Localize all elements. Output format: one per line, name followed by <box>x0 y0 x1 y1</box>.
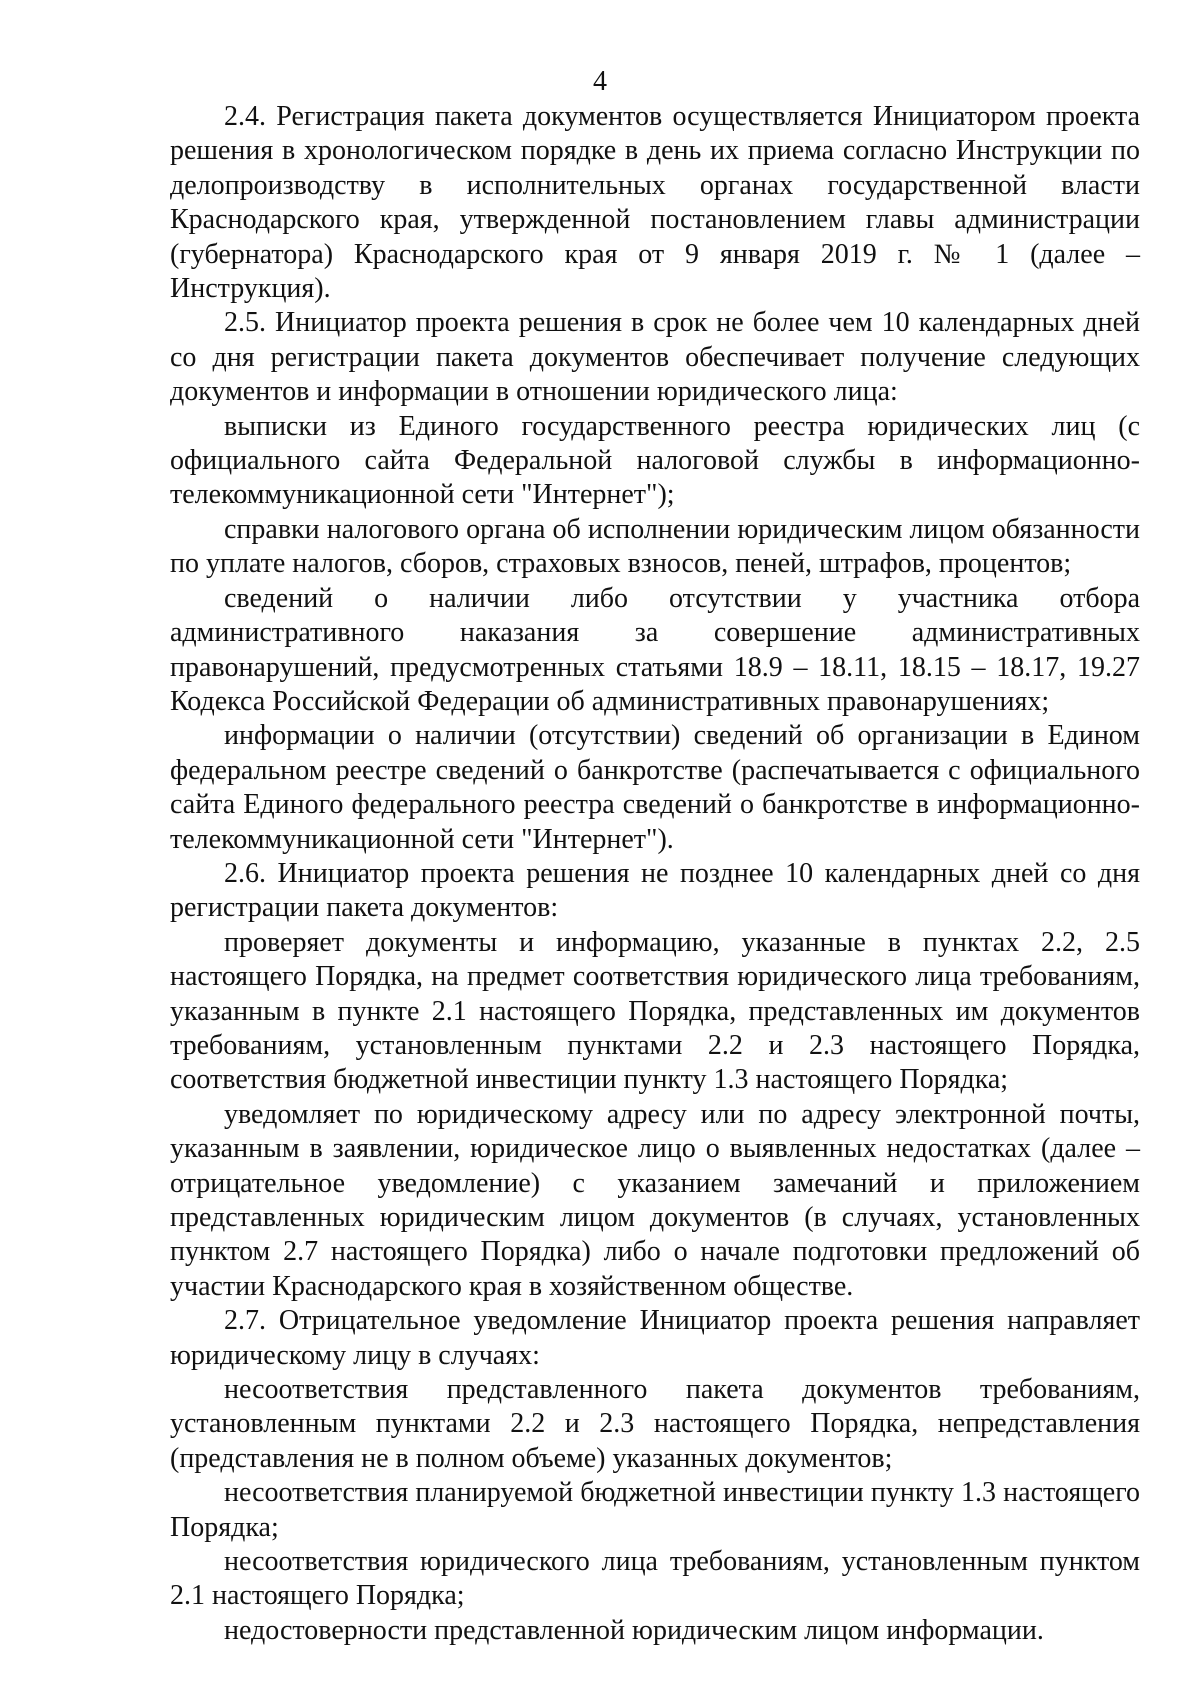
paragraph-2-4: 2.4. Регистрация пакета документов осуществляется Инициатором проекта решения в хронологическом порядке в день их приема согласно Инструкции по делопроизводству в исполнительных органах государственной власти Краснодарского края, утвержденной постановлением главы администрации (губернатора) Краснодарского края от 9 января 2019 г. № 1 (далее – Инструкция). <box>170 101 1140 305</box>
document-body <box>170 100 1140 1648</box>
paragraph-2-5: 2.5. Инициатор проекта решения в срок не более чем 10 календарных дней со дня регистрации пакета документов обеспечивает получение следующих документов и информации в отношении юридического лица: <box>170 307 1140 408</box>
list-item-notifies: уведомляет по юридическому адресу или по адресу электронной почты, указанным в заявлении, юридическое лицо о выявленных недостатках (далее – отрицательное уведомление) с указанием замечаний и приложением представленных юридическим лицом документов (в случаях, установленных пунктом 2.7 настоящего Порядка) либо о начале подготовки предложений об участии Краснодарского края в хозяйственном обществе. <box>170 1098 1140 1302</box>
list-item-administrative-penalty: сведений о наличии либо отсутствии у участника отбора административного наказания за совершение административных правонарушений, предусмотренных статьями 18.9 – 18.11, 18.15 – 18.17, 19.27 Кодекса Российской Федерации об административных правонарушениях; <box>170 582 1140 717</box>
list-item-unreliable-info: недостоверности представленной юридическим лицом информации. <box>224 1614 1044 1646</box>
list-item-egrul-extract: выписки из Единого государственного реестра юридических лиц (с официального сайта Федеральной налоговой службы в информационно-телекоммуникационной сети "Интернет"); <box>170 410 1140 511</box>
list-item-package-mismatch: несоответствия представленного пакета документов требованиям, установленным пунктами 2.2 и 2.3 настоящего Порядка, непредставления (представления не в полном объеме) указанных документов; <box>170 1374 1140 1474</box>
list-item-bankruptcy-registry: информации о наличии (отсутствии) сведений об организации в Едином федеральном реестре сведений о банкротстве (распечатывается с официального сайта Единого федерального реестра сведений о банкротстве в информационно-телекоммуникационной сети "Интернет"). <box>170 720 1140 855</box>
paragraph-2-7: 2.7. Отрицательное уведомление Инициатор проекта решения направляет юридическому лицу в случаях: <box>170 1305 1140 1371</box>
list-item-checks-documents: проверяет документы и информацию, указанные в пунктах 2.2, 2.5 настоящего Порядка, на предмет соответствия юридического лица требованиям, указанным в пункте 2.1 настоящего Порядка, представленных им документов требованиям, установленным пунктами 2.2 и 2.3 настоящего Порядка, соответствия бюджетной инвестиции пункту 1.3 настоящего Порядка; <box>170 926 1140 1096</box>
list-item-investment-mismatch: несоответствия планируемой бюджетной инвестиции пункту 1.3 настоящего Порядка; <box>170 1477 1140 1543</box>
list-item-tax-certificate: справки налогового органа об исполнении юридическим лицом обязанности по уплате налогов, сборов, страховых взносов, пеней, штрафов, процентов; <box>170 513 1140 580</box>
list-item-entity-mismatch: несоответствия юридического лица требованиям, установленным пунктом 2.1 настоящего Порядка; <box>170 1546 1140 1612</box>
paragraph-2-6: 2.6. Инициатор проекта решения не позднее 10 календарных дней со дня регистрации пакета документов: <box>170 857 1140 924</box>
page-number: 4 <box>593 66 607 97</box>
